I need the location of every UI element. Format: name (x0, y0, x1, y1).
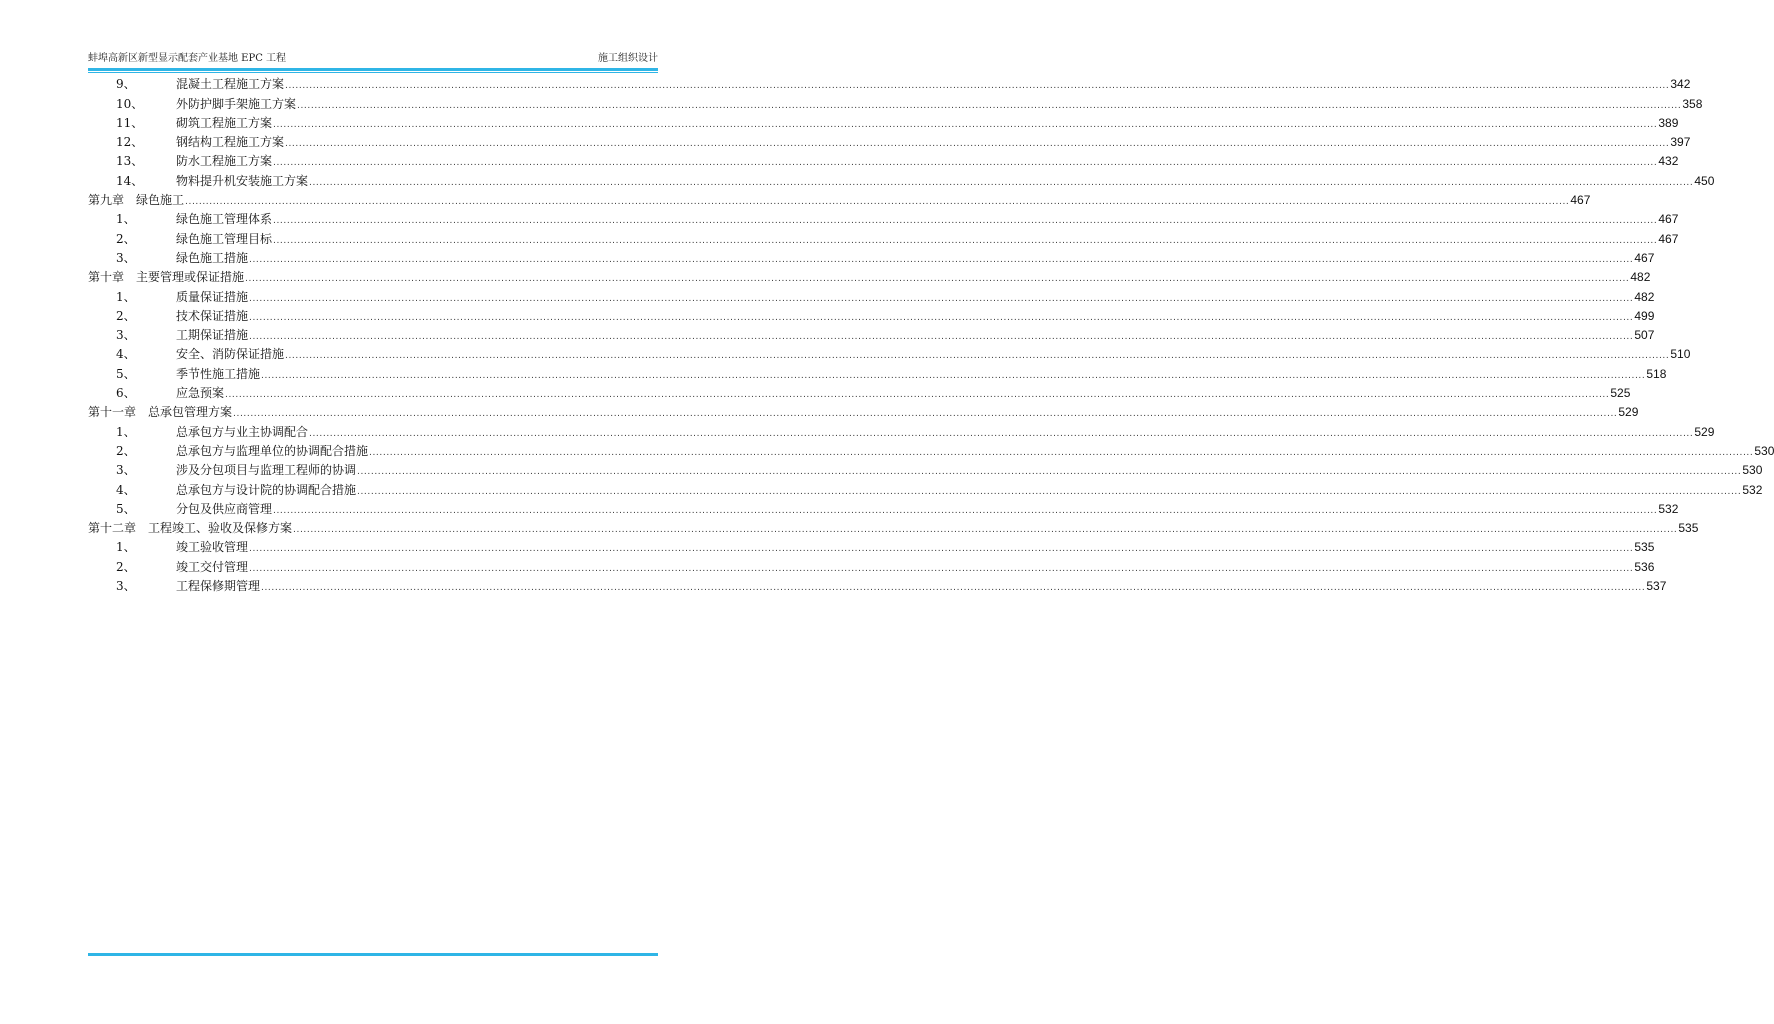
toc-entry-number: 13、 (116, 154, 144, 169)
toc-section-entry[interactable] (88, 151, 1679, 170)
toc-dot-leader: ................................................................................................................................................................................................................................................................................................................................................................................................................ (261, 583, 1646, 594)
toc-entry-page-number: 342 (1670, 77, 1691, 92)
toc-entry-title: 绿色施工 (136, 193, 185, 208)
toc-dot-leader: ................................................................................................................................................................................................................................................................................................................................................................................................................ (249, 312, 1634, 323)
toc-section-entry[interactable] (88, 479, 1763, 498)
toc-section-entry[interactable] (88, 556, 1655, 575)
toc-entry-title: 防水工程施工方案 (176, 154, 273, 169)
toc-entry-page-number: 510 (1670, 347, 1691, 362)
toc-section-entry[interactable] (88, 93, 1703, 112)
toc-entry-number: 11、 (116, 115, 144, 130)
toc-section-entry[interactable] (88, 363, 1667, 382)
toc-section-entry[interactable] (88, 248, 1655, 267)
toc-entry-title: 砌筑工程施工方案 (176, 115, 273, 130)
toc-entry-page-number: 529 (1618, 405, 1639, 420)
toc-entry-number: 第十一章 (88, 405, 137, 420)
toc-entry-number: 1、 (116, 540, 136, 555)
toc-entry-title: 绿色施工措施 (176, 250, 249, 265)
toc-dot-leader: ................................................................................................................................................................................................................................................................................................................................................................................................................ (285, 351, 1670, 362)
toc-section-entry[interactable] (88, 576, 1667, 595)
toc-entry-number: 5、 (116, 366, 136, 381)
toc-chapter-entry[interactable] (88, 267, 1651, 286)
toc-entry-page-number: 450 (1694, 173, 1715, 188)
toc-section-entry[interactable] (88, 170, 1715, 189)
toc-entry-page-number: 397 (1670, 135, 1691, 150)
toc-entry-number: 4、 (116, 482, 136, 497)
toc-entry-number: 3、 (116, 463, 136, 478)
toc-entry-page-number: 532 (1742, 482, 1763, 497)
toc-entry-title: 技术保证措施 (176, 308, 249, 323)
toc-section-entry[interactable] (88, 132, 1691, 151)
toc-entry-title: 季节性施工措施 (176, 366, 261, 381)
toc-dot-leader: ................................................................................................................................................................................................................................................................................................................................................................................................................ (273, 216, 1658, 227)
toc-entry-title: 工期保证措施 (176, 328, 249, 343)
toc-entry-title: 质量保证措施 (176, 289, 249, 304)
toc-entry-number: 3、 (116, 328, 136, 343)
toc-chapter-entry[interactable] (88, 402, 1639, 421)
toc-entry-number: 12、 (116, 135, 144, 150)
toc-section-entry[interactable] (88, 537, 1655, 556)
toc-section-entry[interactable] (88, 209, 1679, 228)
toc-entry-number: 2、 (116, 443, 136, 458)
toc-entry-number: 4、 (116, 347, 136, 362)
table-of-contents (88, 74, 1774, 595)
toc-entry-page-number: 467 (1658, 231, 1679, 246)
toc-entry-number: 6、 (116, 386, 136, 401)
toc-entry-page-number: 530 (1742, 463, 1763, 478)
toc-entry-page-number: 532 (1658, 501, 1679, 516)
toc-entry-title: 应急预案 (176, 386, 225, 401)
toc-dot-leader: ................................................................................................................................................................................................................................................................................................................................................................................................................ (249, 293, 1634, 304)
toc-dot-leader: ................................................................................................................................................................................................................................................................................................................................................................................................................ (249, 254, 1634, 265)
toc-entry-title: 安全、消防保证措施 (176, 347, 285, 362)
toc-entry-title: 工程保修期管理 (176, 579, 261, 594)
toc-entry-page-number: 536 (1634, 559, 1655, 574)
toc-dot-leader: ................................................................................................................................................................................................................................................................................................................................................................................................................ (273, 119, 1658, 130)
toc-section-entry[interactable] (88, 74, 1691, 93)
toc-section-entry[interactable] (88, 460, 1763, 479)
toc-entry-number: 1、 (116, 424, 136, 439)
toc-entry-page-number: 389 (1658, 115, 1679, 130)
toc-section-entry[interactable] (88, 325, 1655, 344)
toc-entry-page-number: 537 (1646, 579, 1667, 594)
toc-dot-leader: ................................................................................................................................................................................................................................................................................................................................................................................................................ (185, 197, 1570, 208)
toc-dot-leader: ................................................................................................................................................................................................................................................................................................................................................................................................................ (297, 100, 1682, 111)
toc-dot-leader: ................................................................................................................................................................................................................................................................................................................................................................................................................ (249, 332, 1634, 343)
toc-entry-title: 总承包管理方案 (148, 405, 233, 420)
toc-dot-leader: ................................................................................................................................................................................................................................................................................................................................................................................................................ (293, 525, 1678, 536)
toc-entry-page-number: 535 (1678, 521, 1699, 536)
toc-dot-leader: ................................................................................................................................................................................................................................................................................................................................................................................................................ (369, 447, 1754, 458)
toc-dot-leader: ................................................................................................................................................................................................................................................................................................................................................................................................................ (273, 158, 1658, 169)
footer-rule (88, 953, 658, 956)
toc-entry-number: 第十章 (88, 270, 125, 285)
toc-chapter-entry[interactable] (88, 190, 1591, 209)
toc-entry-title: 总承包方与监理单位的协调配合措施 (176, 443, 369, 458)
toc-entry-title: 分包及供应商管理 (176, 501, 273, 516)
toc-chapter-entry[interactable] (88, 518, 1699, 537)
toc-entry-title: 涉及分包项目与监理工程师的协调 (176, 463, 357, 478)
toc-entry-title: 竣工交付管理 (176, 559, 249, 574)
toc-entry-number: 9、 (116, 77, 136, 92)
toc-entry-number: 1、 (116, 289, 136, 304)
toc-entry-title: 总承包方与设计院的协调配合措施 (176, 482, 357, 497)
toc-dot-leader: ................................................................................................................................................................................................................................................................................................................................................................................................................ (273, 505, 1658, 516)
toc-entry-number: 第十二章 (88, 521, 137, 536)
toc-entry-page-number: 467 (1570, 193, 1591, 208)
toc-entry-number: 14、 (116, 173, 144, 188)
toc-section-entry[interactable] (88, 113, 1679, 132)
toc-entry-title: 外防护脚手架施工方案 (176, 96, 297, 111)
toc-entry-page-number: 467 (1658, 212, 1679, 227)
toc-entry-title: 绿色施工管理体系 (176, 212, 273, 227)
toc-entry-number: 2、 (116, 559, 136, 574)
toc-entry-number: 2、 (116, 308, 136, 323)
header-rule-thick (88, 68, 658, 71)
toc-entry-title: 混凝土工程施工方案 (176, 77, 285, 92)
toc-section-entry[interactable] (88, 306, 1655, 325)
toc-entry-number: 第九章 (88, 193, 125, 208)
toc-section-entry[interactable] (88, 421, 1715, 440)
toc-entry-number: 2、 (116, 231, 136, 246)
toc-entry-title: 总承包方与业主协调配合 (176, 424, 309, 439)
toc-entry-title: 竣工验收管理 (176, 540, 249, 555)
toc-dot-leader: ................................................................................................................................................................................................................................................................................................................................................................................................................ (245, 274, 1630, 285)
toc-entry-page-number: 530 (1754, 443, 1774, 458)
page-header (88, 50, 658, 68)
toc-entry-page-number: 432 (1658, 154, 1679, 169)
toc-dot-leader: ................................................................................................................................................................................................................................................................................................................................................................................................................ (249, 544, 1634, 555)
toc-section-entry[interactable] (88, 383, 1631, 402)
toc-dot-leader: ................................................................................................................................................................................................................................................................................................................................................................................................................ (309, 428, 1694, 439)
toc-section-entry[interactable] (88, 441, 1774, 460)
toc-entry-title: 钢结构工程施工方案 (176, 135, 285, 150)
toc-section-entry[interactable] (88, 286, 1655, 305)
toc-section-entry[interactable] (88, 499, 1679, 518)
toc-dot-leader: ................................................................................................................................................................................................................................................................................................................................................................................................................ (309, 177, 1694, 188)
header-document-type: 施工组织设计 (598, 53, 658, 64)
toc-dot-leader: ................................................................................................................................................................................................................................................................................................................................................................................................................ (285, 139, 1670, 150)
toc-dot-leader: ................................................................................................................................................................................................................................................................................................................................................................................................................ (285, 81, 1670, 92)
toc-entry-page-number: 529 (1694, 424, 1715, 439)
toc-entry-number: 3、 (116, 250, 136, 265)
header-project-title: 蚌埠高新区新型显示配套产业基地 EPC 工程 (88, 53, 287, 64)
toc-entry-title: 工程竣工、验收及保修方案 (148, 521, 293, 536)
header-rule-thin (88, 72, 658, 73)
toc-dot-leader: ................................................................................................................................................................................................................................................................................................................................................................................................................ (357, 467, 1742, 478)
toc-section-entry[interactable] (88, 344, 1691, 363)
toc-entry-number: 3、 (116, 579, 136, 594)
toc-dot-leader: ................................................................................................................................................................................................................................................................................................................................................................................................................ (225, 390, 1610, 401)
toc-entry-number: 1、 (116, 212, 136, 227)
toc-entry-page-number: 467 (1634, 250, 1655, 265)
toc-dot-leader: ................................................................................................................................................................................................................................................................................................................................................................................................................ (233, 409, 1618, 420)
toc-dot-leader: ................................................................................................................................................................................................................................................................................................................................................................................................................ (249, 563, 1634, 574)
toc-entry-page-number: 358 (1682, 96, 1703, 111)
toc-entry-title: 物料提升机安装施工方案 (176, 173, 309, 188)
toc-dot-leader: ................................................................................................................................................................................................................................................................................................................................................................................................................ (357, 486, 1742, 497)
toc-dot-leader: ................................................................................................................................................................................................................................................................................................................................................................................................................ (261, 370, 1646, 381)
toc-entry-number: 5、 (116, 501, 136, 516)
toc-dot-leader: ................................................................................................................................................................................................................................................................................................................................................................................................................ (273, 235, 1658, 246)
toc-entry-number: 10、 (116, 96, 144, 111)
toc-entry-page-number: 518 (1646, 366, 1667, 381)
toc-entry-page-number: 482 (1630, 270, 1651, 285)
toc-entry-page-number: 535 (1634, 540, 1655, 555)
toc-entry-page-number: 507 (1634, 328, 1655, 343)
toc-entry-page-number: 482 (1634, 289, 1655, 304)
toc-entry-title: 主要管理或保证措施 (136, 270, 245, 285)
toc-entry-page-number: 499 (1634, 308, 1655, 323)
toc-entry-title: 绿色施工管理目标 (176, 231, 273, 246)
toc-section-entry[interactable] (88, 228, 1679, 247)
toc-entry-page-number: 525 (1610, 386, 1631, 401)
